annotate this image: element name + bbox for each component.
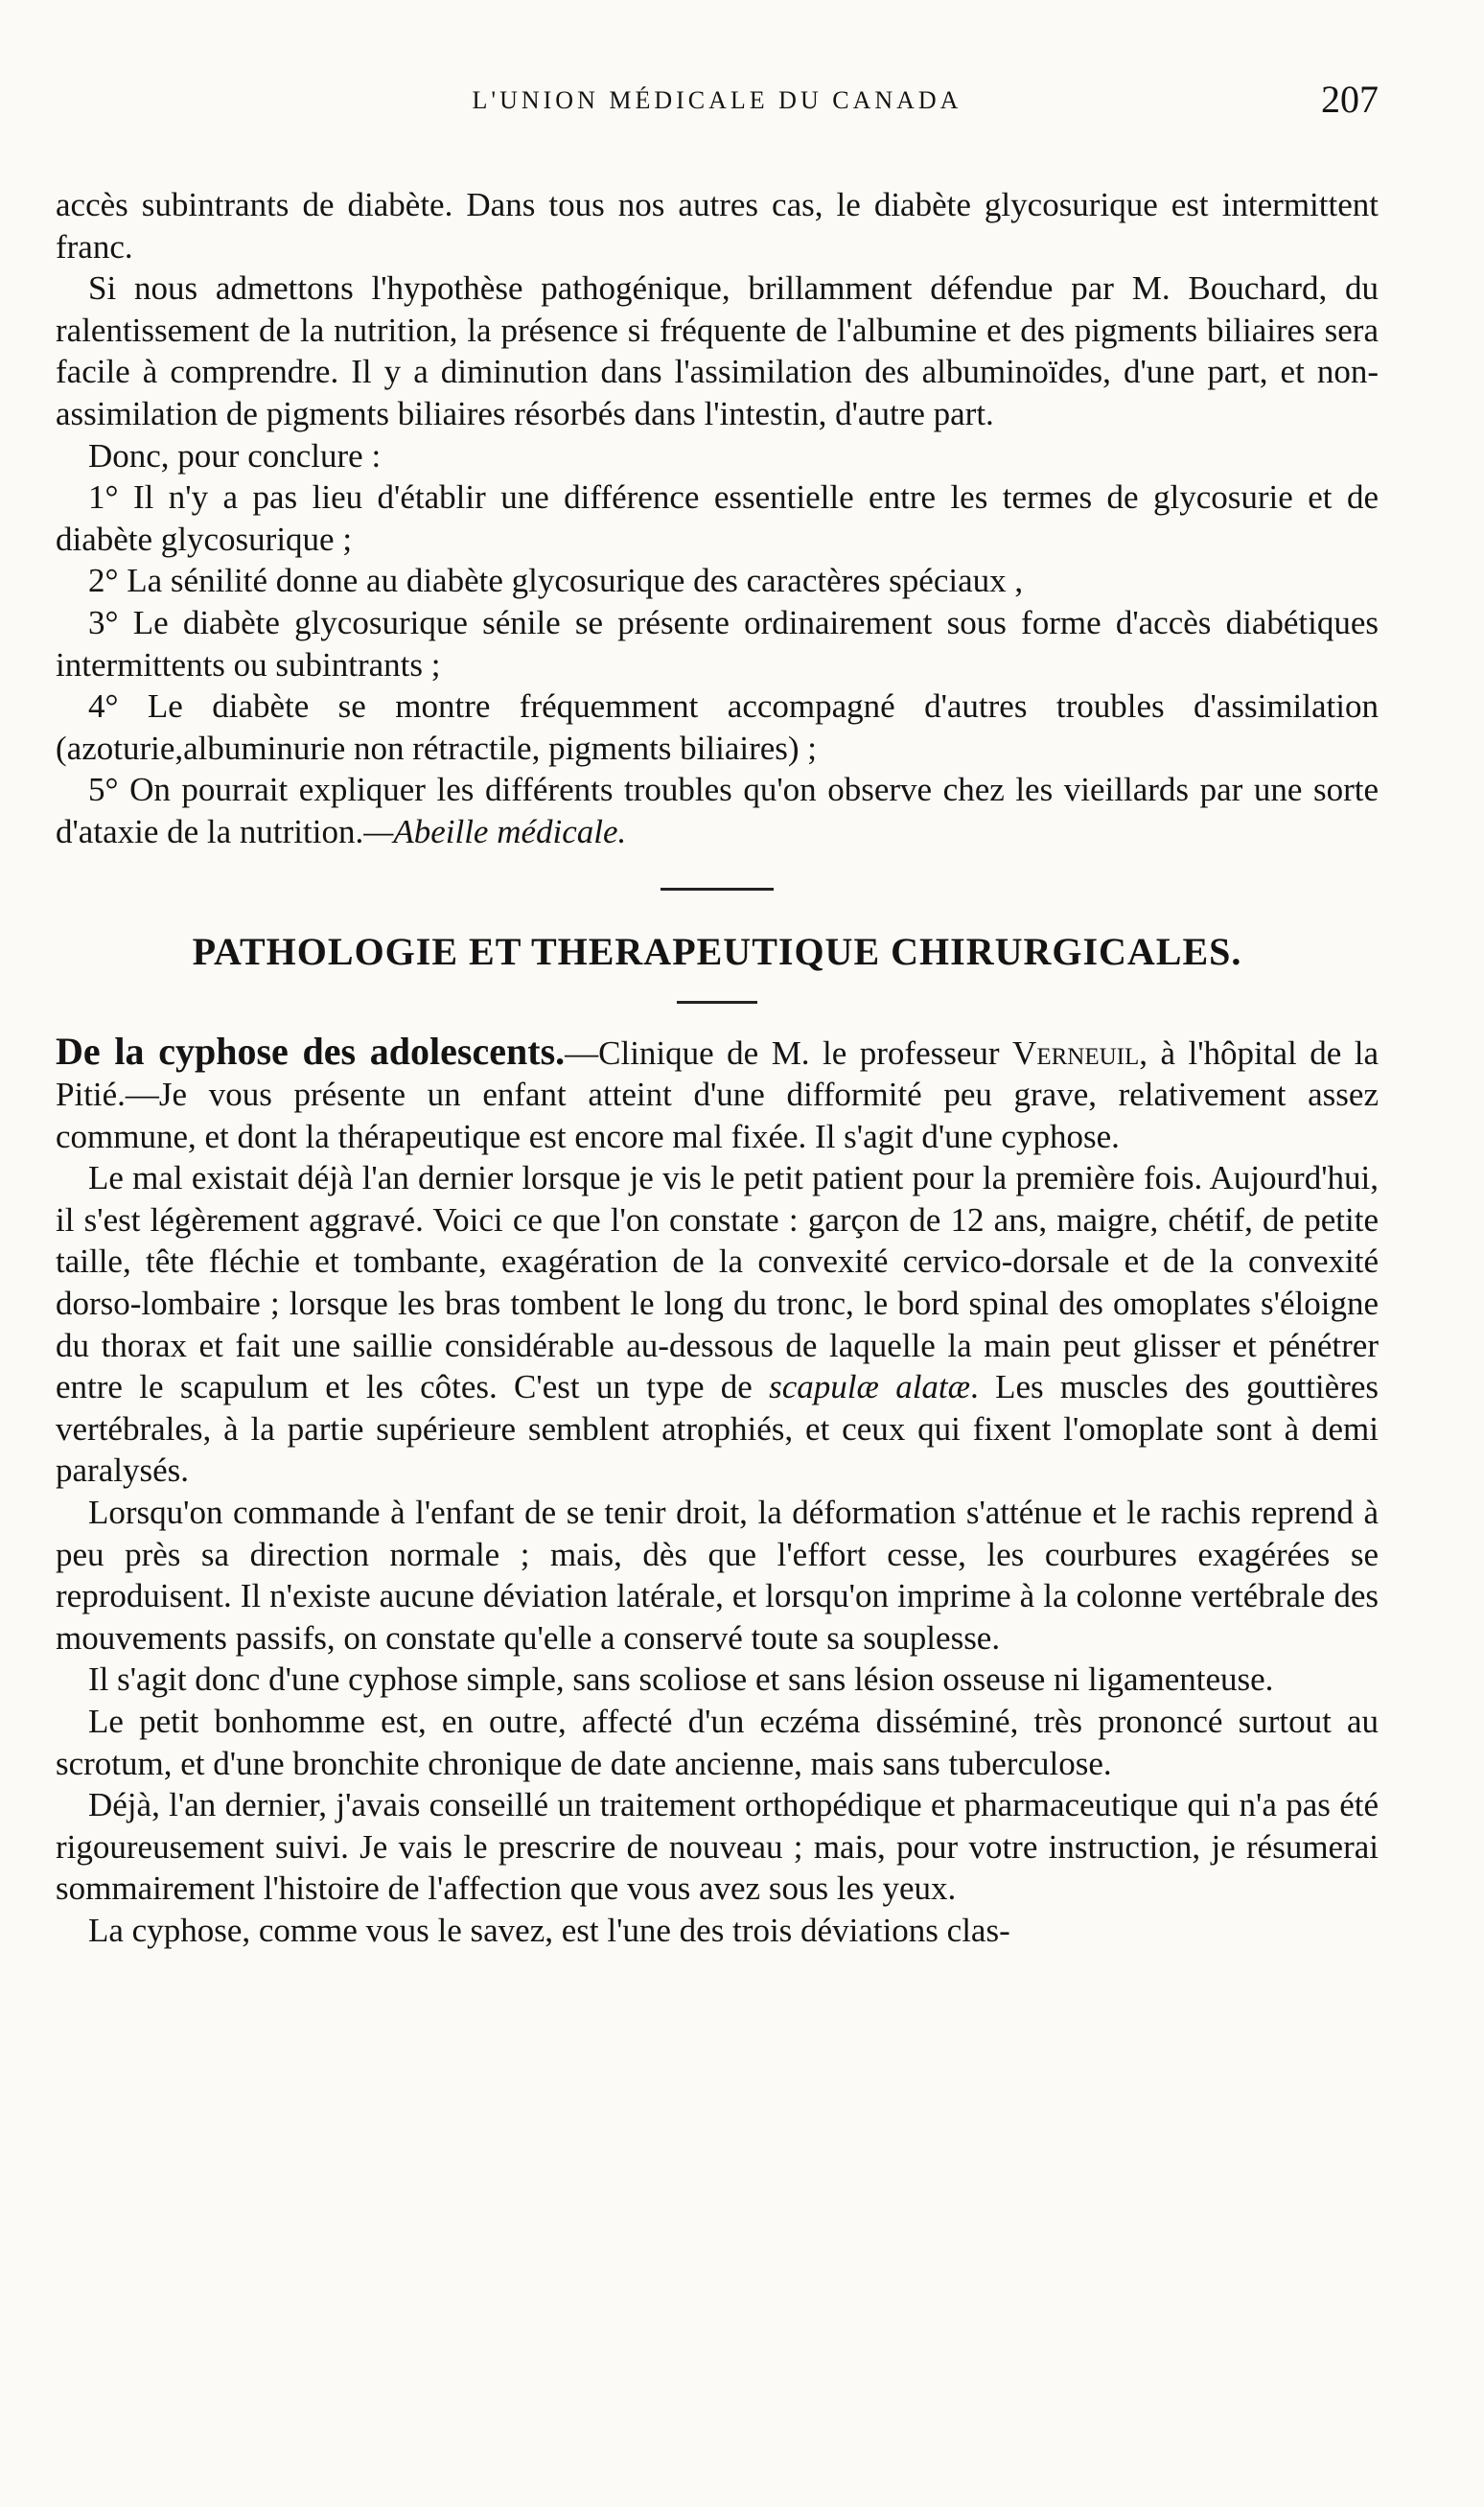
source-citation: —Abeille médicale. <box>363 812 627 850</box>
conclusion-item-2: 2° La sénilité donne au diabète glycosurique des caractères spéciaux , <box>88 562 1024 600</box>
scapulae-alatae-term: scapulæ alatæ <box>769 1368 970 1406</box>
conclusion-item-4: 4° Le diabète se montre fréquemment accompagné d'autres troubles d'assimilation (azoturie,albuminurie non rétractile, pigments biliaires) ; <box>56 687 1379 767</box>
journal-page <box>56 77 1379 1952</box>
article-intro-paragraph <box>56 1031 1379 1158</box>
paragraph-conclusion-intro: Donc, pour conclure : <box>88 436 382 475</box>
article-intro-rest: , à l'hôpital de la Pitié.—Je vous présente un enfant atteint d'une difformité peu grave, relativement assez commune, et dont la thérapeutique est encore mal fixée. Il s'agit d'une cyphose. <box>56 1033 1379 1155</box>
paragraph-deformation: Lorsqu'on commande à l'enfant de se tenir droit, la déformation s'atténue et le rachis reprend à peu près sa direction normale ; mais, dès que l'effort cesse, les courbures exagérées se reproduisent. Il n'existe aucune déviation latérale, et lorsqu'on imprime à la colonne vertébrale des mouvements passifs, on constate qu'elle a conservé toute sa souplesse. <box>56 1494 1379 1657</box>
page-number: 207 <box>1321 78 1379 121</box>
section-separator <box>661 888 774 891</box>
running-header <box>56 77 1379 134</box>
paragraph-traitement: Déjà, l'an dernier, j'avais conseillé un traitement orthopédique et pharmaceutique qui n'a pas été rigoureusement suivi. Je vais le prescrire de nouveau ; mais, pour votre instruction, je résumerai sommairement l'histoire de l'affection que vous avez sous les yeux. <box>56 1786 1379 1908</box>
section-heading: PATHOLOGIE ET THERAPEUTIQUE CHIRURGICALES. <box>192 929 1242 973</box>
conclusion-item-3: 3° Le diabète glycosurique sénile se présente ordinairement sous forme d'accès diabétiques intermittents ou subintrants ; <box>56 603 1379 684</box>
paragraph-patient-description-before: Le mal existait déjà l'an dernier lorsque je vis le petit patient pour la première fois. Aujourd'hui, il s'est légèrement aggravé. Voici ce que l'on constate : garçon de 12 ans, maigre, chétif, de petite taille, tête fléchie et tombante, exagération de la convexité cervico-dorsale et de la convexité dorso-lombaire ; lorsque les bras tombent le long du tronc, le bord spinal des omoplates s'éloigne du thorax et fait une saillie considérable au-dessous de laquelle la main peut glisser et pénétrer entre le scapulum et les côtes. C'est un type de <box>56 1159 1379 1406</box>
paragraph-eczema: Le petit bonhomme est, en outre, affecté d'un eczéma disséminé, très prononcé surtout au scrotum, et d'une bronchite chronique de date ancienne, mais sans tuberculose. <box>56 1703 1379 1782</box>
paragraph-patient-description-after: . Les muscles des gouttières vertébrales, à la partie supérieure semblent atrophiés, et ceux qui fixent l'omoplate sont à demi paralysés. <box>56 1368 1379 1490</box>
paragraph-patient-description <box>56 1157 1379 1492</box>
running-title: L'UNION MÉDICALE DU CANADA <box>472 86 962 114</box>
article-intro-lead: —Clinique de M. le professeur <box>565 1033 1013 1072</box>
paragraph-deviations: La cyphose, comme vous le savez, est l'une des trois déviations clas- <box>88 1911 1010 1949</box>
conclusion-item-1: 1° Il n'y a pas lieu d'établir une différence essentielle entre les termes de glycosurie et de diabète glycosurique ; <box>56 478 1379 558</box>
paragraph-diabete-cases: accès subintrants de diabète. Dans tous nos autres cas, le diabète glycosurique est intermittent franc. <box>56 186 1379 266</box>
heading-rule <box>677 1001 757 1004</box>
paragraph-hypothese: Si nous admettons l'hypothèse pathogénique, brillamment défendue par M. Bouchard, du ralentissement de la nutrition, la présence si fréquente de l'albumine et des pigments biliaires sera facile à comprendre. Il y a diminution dans l'assimilation des albuminoïdes, d'une part, et non-assimilation de pigments biliaires résorbés dans l'intestin, d'autre part. <box>56 269 1379 432</box>
conclusion-item-5-text: 5° On pourrait expliquer les différents troubles qu'on observe chez les vieillards par une sorte d'ataxie de la nutrition. <box>56 771 1379 850</box>
professor-name: Verneuil <box>1012 1033 1140 1072</box>
conclusion-item-5 <box>56 769 1379 852</box>
article-title: De la cyphose des adolescents. <box>56 1029 566 1073</box>
paragraph-cyphose-simple: Il s'agit donc d'une cyphose simple, sans scoliose et sans lésion osseuse ni ligamenteuse. <box>88 1660 1274 1699</box>
